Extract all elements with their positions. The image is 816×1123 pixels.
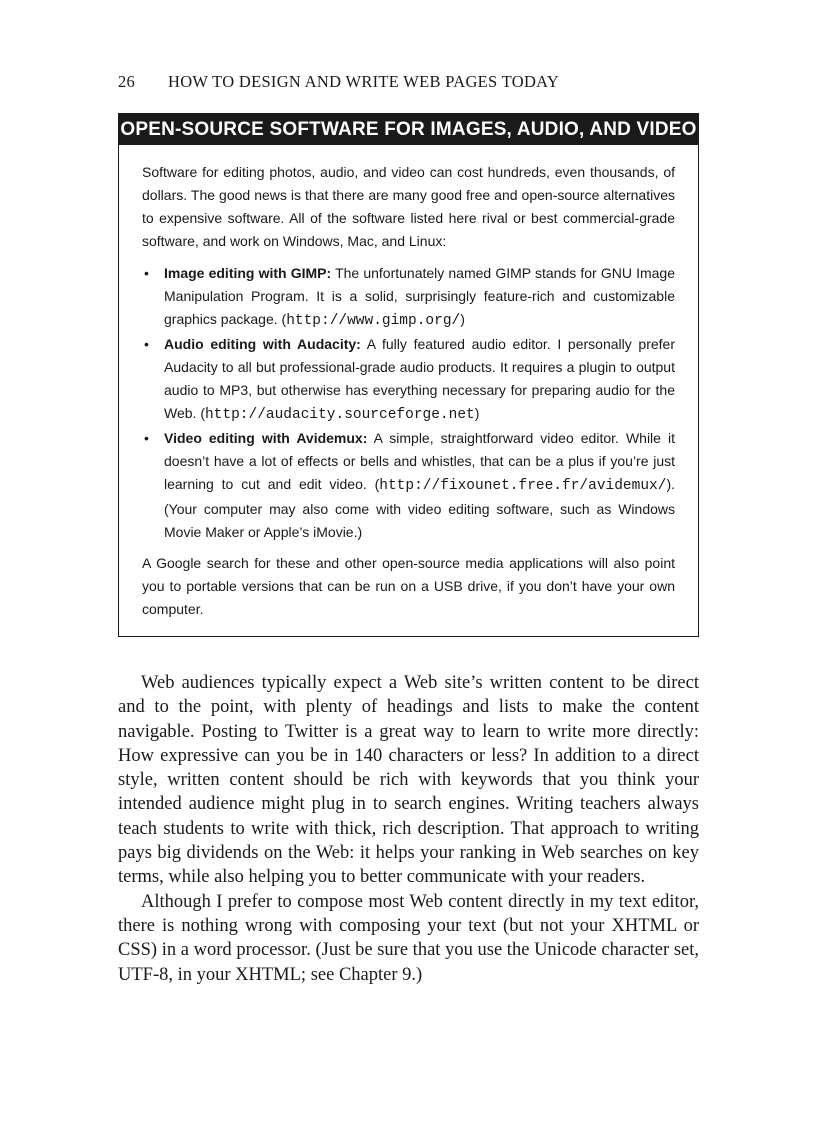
item-text: The unfortunately named GIMP stands for GNU Image Manipulation Program. It is a solid, surprisingly feature-rich and customizable graphics package. ( <box>164 265 676 327</box>
item-term: Audio editing with Audacity: <box>164 336 361 352</box>
sidebar-closing: A Google search for these and other open-source media applications will also point you to portable versions that can be run on a USB drive, if you don’t have your own computer. <box>142 555 675 617</box>
item-after: ) <box>474 405 480 421</box>
body-text <box>118 671 699 987</box>
item-text: A simple, straightforward video editor. While it doesn’t have a lot of effects or bells and whistles, that can be a plus if you’re just learning to cut and edit video. ( <box>164 430 675 492</box>
body-paragraph: Although I prefer to compose most Web content directly in my text editor, there is nothing wrong with composing your text (but not your XHTML or CSS) in a word processor. (Just be sure that you use the Unicode character set, UTF-8, in your XHTML; see Chapter 9.) <box>118 891 699 985</box>
item-url: http://www.gimp.org/ <box>286 313 461 329</box>
running-title: HOW TO DESIGN AND WRITE WEB PAGES TODAY <box>168 72 560 91</box>
item-after: ) <box>460 311 465 327</box>
software-list <box>142 262 675 544</box>
item-url: http://audacity.sourceforge.net <box>204 407 475 423</box>
sidebar-box <box>118 113 699 637</box>
sidebar-body <box>119 145 698 621</box>
item-after: ). (Your computer may also come with video editing software, such as Windows Movie Maker or Apple’s iMovie.) <box>164 476 675 540</box>
list-item-avidemux <box>142 427 675 544</box>
body-paragraph: Web audiences typically expect a Web site’s written content to be direct and to the point, with plenty of headings and lists to make the content navigable. Posting to Twitter is a great way to learn to write more directly: How expressive can you be in 140 characters or less? In addition to a direct style, written content should be rich with keywords that you think your intended audience might plug in to search engines. Writing teachers always teach students to write with thick, rich description. That approach to writing pays big dividends on the Web: it helps your ranking in Web searches on key terms, while also helping you to better communicate with your readers. <box>118 673 699 888</box>
item-term: Video editing with Avidemux: <box>164 430 368 446</box>
bullet-icon: • <box>144 265 149 281</box>
list-item-audacity <box>142 333 675 427</box>
running-header <box>118 72 718 92</box>
item-text: A fully featured audio editor. I personally prefer Audacity to all but professional-grade audio products. It requires a plugin to output audio to MP3, but otherwise has everything necessary for preparing audio for the Web. ( <box>164 336 675 421</box>
item-url: http://fixounet.free.fr/avidemux/ <box>379 478 667 494</box>
bullet-icon: • <box>144 336 149 352</box>
list-item-gimp <box>142 262 675 333</box>
sidebar-title: OPEN-SOURCE SOFTWARE FOR IMAGES, AUDIO, AND VIDEO <box>119 114 698 145</box>
bullet-icon: • <box>144 430 149 446</box>
sidebar-intro: Software for editing photos, audio, and video can cost hundreds, even thousands, of dollars. The good news is that there are many good free and open-source alternatives to expensive software. All of the software listed here rival or best commercial-grade software, and work on Windows, Mac, and Linux: <box>142 164 675 249</box>
page-number: 26 <box>118 72 136 91</box>
item-term: Image editing with GIMP: <box>164 265 332 281</box>
